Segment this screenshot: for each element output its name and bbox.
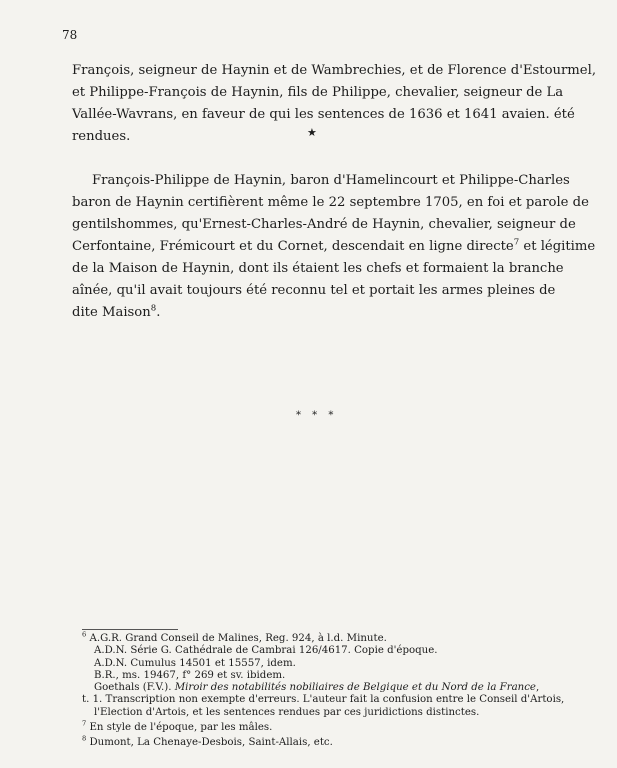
text-line: et Philippe-François de Haynin, fils de Philippe, chevalier, seigneur de La — [72, 85, 564, 100]
book-title: Miroir des notabilités nobiliaires de Belgique et du Nord de la France — [174, 682, 536, 694]
text-line — [72, 236, 596, 258]
text-segment: . — [156, 305, 161, 320]
text-segment: et légitime — [519, 239, 596, 254]
footnote-line: A.D.N. Cumulus 14501 et 15557, idem. — [94, 657, 296, 669]
paragraph-1 — [72, 60, 597, 148]
text-line — [72, 302, 572, 324]
footnote-text: Goethals (F.V.). — [94, 682, 175, 694]
star-separator: ★ — [307, 126, 317, 139]
footnote-number: 6 — [82, 630, 87, 639]
footnote-ref-8[interactable]: 8 — [150, 303, 157, 314]
text-line: aînée, qu'il avait toujours été reconnu tel et portait les armes pleines de — [72, 283, 556, 298]
text-line: baron de Haynin certifièrent même le 22 septembre 1705, en foi et parole de — [72, 195, 589, 210]
footnote-line: t. 1. Transcription non exempte d'erreurs. L'auteur fait la confusion entre le Conseil d'Artois, — [82, 694, 565, 706]
footnote-line: l'Election d'Artois, et les sentences rendues par ces juridictions distinctes. — [94, 706, 480, 718]
footnotes — [82, 630, 572, 750]
section-ornament: * * * — [296, 410, 338, 421]
text-line: François-Philippe de Haynin, baron d'Hamelincourt et Philippe-Charles — [92, 173, 570, 188]
footnote-text: En style de l'époque, par les mâles. — [89, 722, 273, 734]
footnote-7 — [82, 719, 572, 734]
text-line: de la Maison de Haynin, dont ils étaient les chefs et formaient la branche — [72, 261, 564, 276]
footnote-rule — [82, 629, 178, 630]
text-line: Vallée-Wavrans, en faveur de qui les sentences de 1636 et 1641 avaien. été — [72, 107, 575, 122]
footnote-number: 8 — [82, 734, 87, 743]
footnote-line — [82, 682, 572, 694]
text-line: François, seigneur de Haynin et de Wambrechies, et de Florence d'Estourmel, — [72, 63, 597, 78]
footnote-line: A.D.N. Série G. Cathédrale de Cambrai 126/4617. Copie d'époque. — [94, 645, 438, 657]
text-line: rendues. — [72, 129, 131, 144]
footnote-ref-7[interactable]: 7 — [513, 237, 520, 248]
footnote-text: A.G.R. Grand Conseil de Malines, Reg. 924, à l.d. Minute. — [89, 633, 387, 644]
footnote-6 — [82, 630, 572, 645]
footnote-number: 7 — [82, 719, 87, 728]
text-segment: dite Maison — [72, 305, 151, 320]
paragraph-2 — [72, 170, 596, 324]
footnote-text: , — [535, 682, 540, 694]
footnote-line: B.R., ms. 19467, f° 269 et sv. ibidem. — [94, 669, 286, 681]
footnote-8 — [82, 734, 572, 749]
footnote-text: Dumont, La Chenaye-Desbois, Saint-Allais, etc. — [89, 737, 333, 749]
main-text — [72, 60, 597, 324]
text-segment: Cerfontaine, Frémicourt et du Cornet, descendait en ligne directe — [72, 239, 514, 254]
text-line: gentilshommes, qu'Ernest-Charles-André de Haynin, chevalier, seigneur de — [72, 217, 576, 232]
page-number: 78 — [62, 28, 78, 42]
